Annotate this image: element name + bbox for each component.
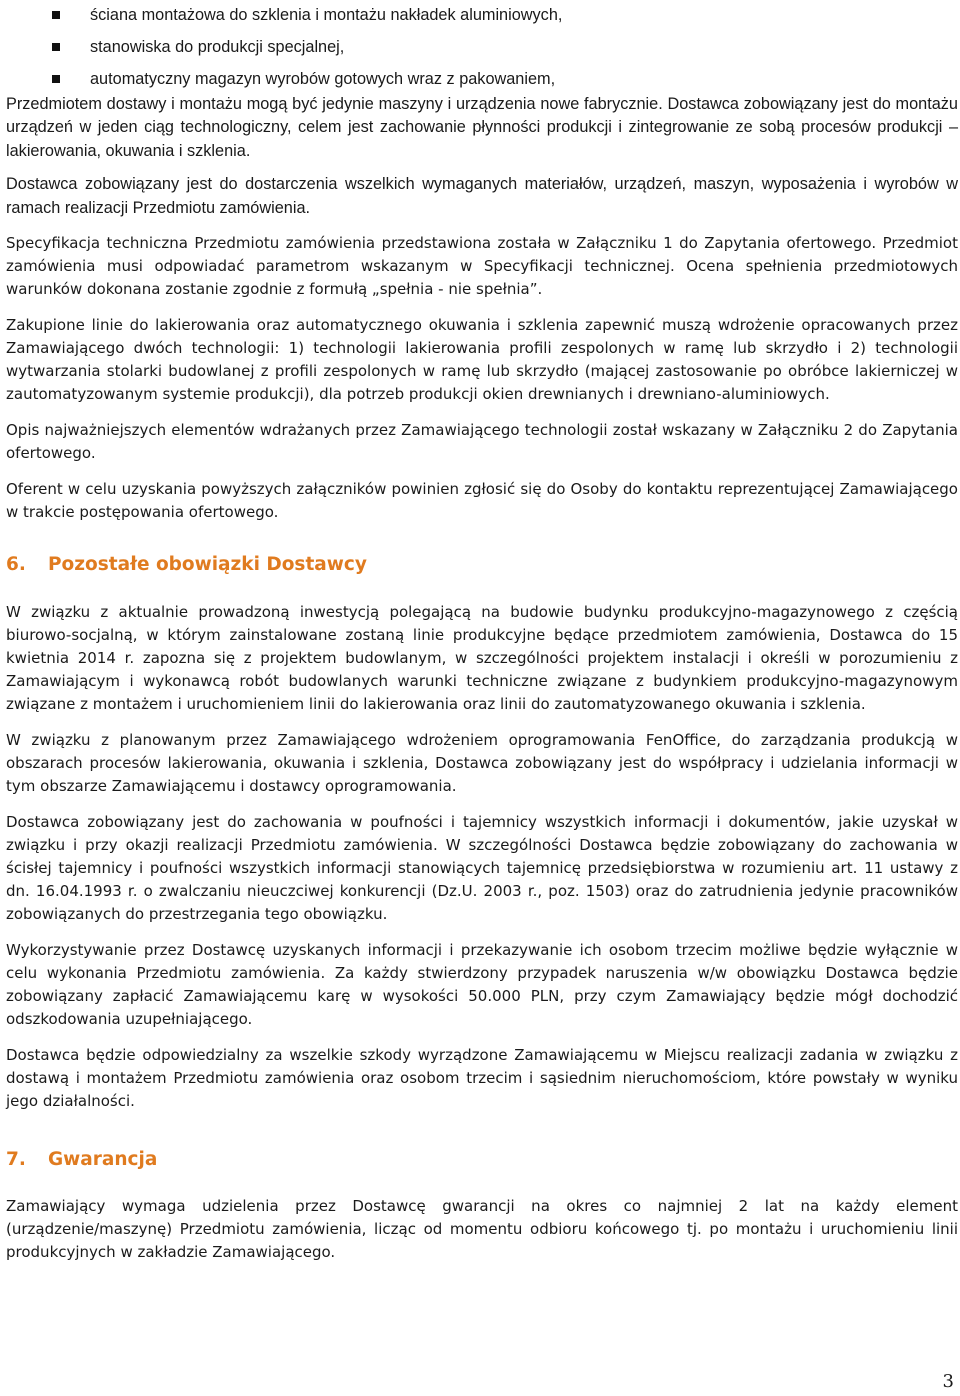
square-bullet-icon	[52, 75, 60, 83]
section-number: 6.	[6, 554, 26, 576]
paragraph: Zamawiający wymaga udzielenia przez Dostawcę gwarancji na okres co najmniej 2 lat na każdy element (urządzenie/maszynę) Przedmiotu zamówienia, licząc od momentu odbioru końcowego tj. po montażu i uruchomieniu linii produkcyjnych w zakładzie Zamawiającego.	[6, 1197, 958, 1262]
list-item	[6, 64, 958, 96]
section-title: Gwarancja	[48, 1149, 158, 1171]
square-bullet-icon	[52, 43, 60, 51]
list-item	[6, 0, 958, 32]
section-heading	[6, 552, 958, 578]
section-title: Pozostałe obowiązki Dostawcy	[48, 554, 367, 576]
section-heading	[6, 1147, 958, 1173]
list-item	[6, 32, 958, 64]
list-item-text: automatyczny magazyn wyrobów gotowych wraz z pakowaniem,	[90, 70, 556, 88]
paragraph: Przedmiotem dostawy i montażu mogą być jedynie maszyny i urządzenia nowe fabrycznie. Dostawca zobowiązany jest do montażu urządzeń w jeden ciąg technologiczny, celem jest zachowanie płynności produkcji i zintegrowanie ze sobą procesów produkcji – lakierowania, okuwania i szklenia.	[6, 95, 958, 160]
page-number: 3	[942, 1371, 954, 1392]
section-number: 7.	[6, 1149, 26, 1171]
paragraph: Dostawca zobowiązany jest do dostarczenia wszelkich wymaganych materiałów, urządzeń, maszyn, wyposażenia i wyrobów w ramach realizacji Przedmiotu zamówienia.	[6, 175, 958, 217]
paragraph: Specyfikacja techniczna Przedmiotu zamówienia przedstawiona została w Załączniku 1 do Zapytania ofertowego. Przedmiot zamówienia musi odpowiadać parametrom wskazanym w Specyfikacji technicznej. Ocena spełnienia przedmiotowych warunków dokonana zostanie zgodnie z formułą „spełnia - nie spełnia”.	[6, 234, 958, 299]
paragraph: Zakupione linie do lakierowania oraz automatycznego okuwania i szklenia zapewnić muszą wdrożenie opracowanych przez Zamawiającego dwóch technologii: 1) technologii lakierowania profili zespolonych w ramę lub skrzydło i 2) technologii wytwarzania stolarki budowlanej z profili zespolonych w ramę lub skrzydło (mającej zastosowanie po obróbce lakierniczej w zautomatyzowanym systemie produkcji), dla potrzeb produkcji okien drewnianych i drewniano-aluminiowych.	[6, 316, 958, 404]
paragraph: Opis najważniejszych elementów wdrażanych przez Zamawiającego technologii został wskazany w Załączniku 2 do Zapytania ofertowego.	[6, 421, 958, 463]
list-item-text: ściana montażowa do szklenia i montażu nakładek aluminiowych,	[90, 6, 563, 24]
square-bullet-icon	[52, 11, 60, 19]
paragraph: W związku z planowanym przez Zamawiającego wdrożeniem oprogramowania FenOffice, do zarządzania produkcją w obszarach procesów lakierowania, okuwania i szklenia, Dostawca zobowiązany jest do współpracy i udzielania informacji w tym obszarze Zamawiającemu i dostawcy oprogramowania.	[6, 731, 958, 796]
document-page	[6, 0, 958, 1264]
bullet-list	[6, 0, 958, 96]
list-item-text: stanowiska do produkcji specjalnej,	[90, 38, 345, 56]
paragraph: Oferent w celu uzyskania powyższych załączników powinien zgłosić się do Osoby do kontaktu reprezentującej Zamawiającego w trakcie postępowania ofertowego.	[6, 480, 958, 522]
paragraph: Dostawca zobowiązany jest do zachowania w poufności i tajemnicy wszystkich informacji i dokumentów, jakie uzyskał w związku i przy okazji realizacji Przedmiotu zamówienia. W szczególności Dostawca będzie zobowiązany do zachowania w ścisłej tajemnicy i poufności wszystkich informacji stanowiących tajemnicę przedsiębiorstwa w rozumieniu art. 11 ustawy z dn. 16.04.1993 r. o zwalczaniu nieuczciwej konkurencji (Dz.U. 2003 r., poz. 1503) oraz do zatrudnienia jedynie pracowników zobowiązanych do przestrzegania tego obowiązku.	[6, 813, 958, 924]
paragraph: Dostawca będzie odpowiedzialny za wszelkie szkody wyrządzone Zamawiającemu w Miejscu realizacji zadania w związku z dostawą i montażem Przedmiotu zamówienia oraz osobom trzecim i sąsiednim nieruchomościom, które powstały w wyniku jego działalności.	[6, 1046, 958, 1111]
paragraph: Wykorzystywanie przez Dostawcę uzyskanych informacji i przekazywanie ich osobom trzecim możliwe będzie wyłącznie w celu wykonania Przedmiotu zamówienia. Za każdy stwierdzony przypadek naruszenia w/w obowiązku Dostawca będzie zobowiązany zapłacić Zamawiającemu karę w wysokości 50.000 PLN, przy czym Zamawiający będzie mógł dochodzić odszkodowania uzupełniającego.	[6, 941, 958, 1029]
paragraph: W związku z aktualnie prowadzoną inwestycją polegającą na budowie budynku produkcyjno-magazynowego z częścią biurowo-socjalną, w którym zainstalowane zostaną linie produkcyjne będące przedmiotem zamówienia, Dostawca do 15 kwietnia 2014 r. zapozna się z projektem budowlanym, w szczególności projektem instalacji i określi w porozumieniu z Zamawiającym i wykonawcą robót budowlanych warunki techniczne związane z budynkiem produkcyjno-magazynowym związane z montażem i uruchomieniem linii do lakierowania oraz linii do zautomatyzowanego okuwania i szklenia.	[6, 603, 958, 714]
